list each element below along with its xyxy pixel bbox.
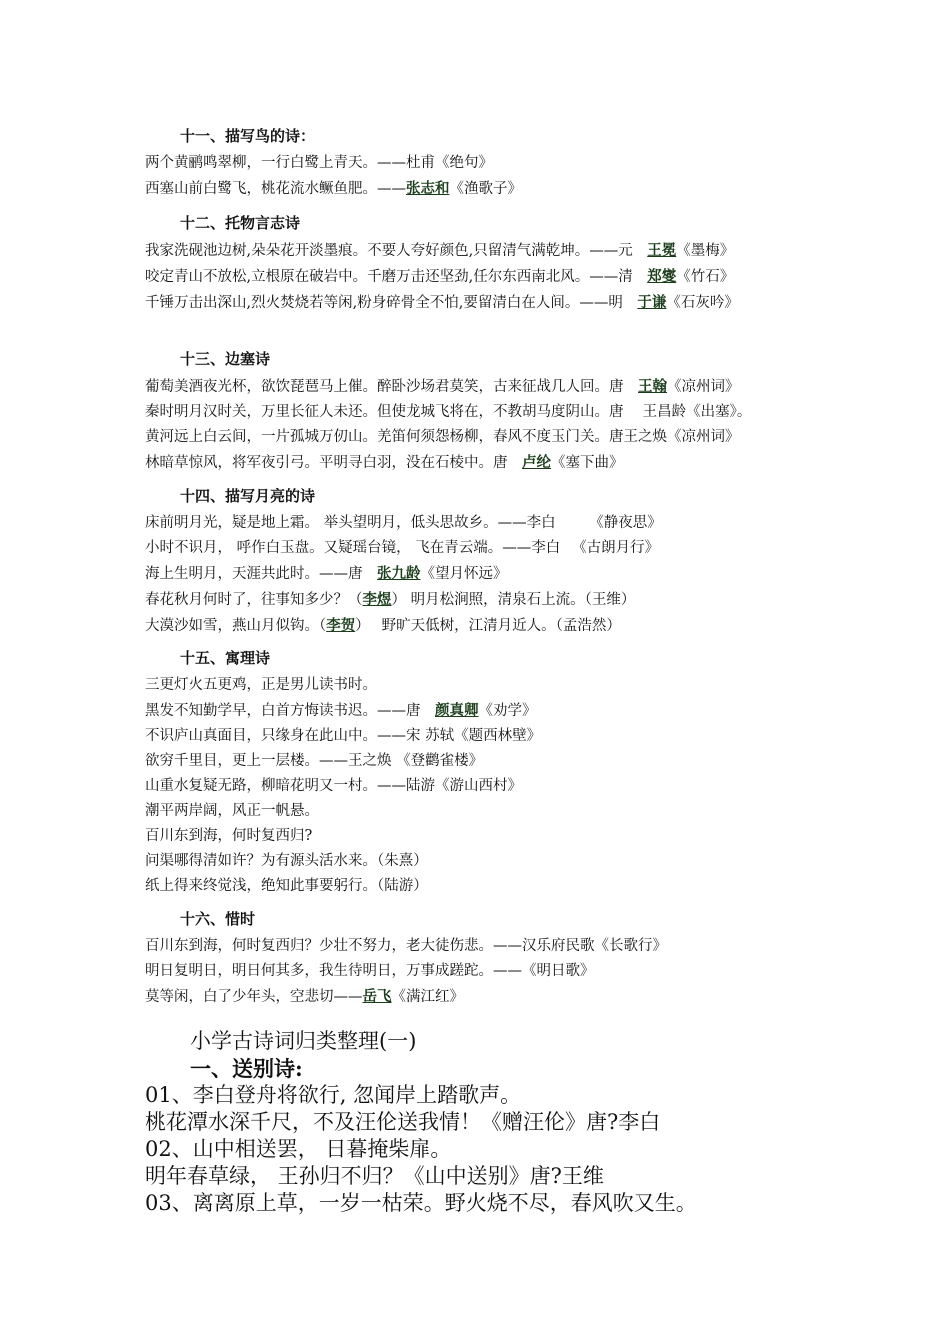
poem-text: 明日复明日，明日何其多，我生待明日，万事成蹉跎。——《明日歌》 [145, 963, 595, 979]
section-time [145, 908, 825, 1010]
poem-title: 《墨梅》 [676, 243, 735, 259]
section-heading: 十二、托物言志诗 [180, 214, 301, 232]
poem-line: 桃花潭水深千尺，不及汪伦送我情！《赠汪伦》唐?李白 [145, 1110, 661, 1134]
poem-line [145, 749, 825, 774]
poem-text: 千锤万击出深山,烈火焚烧若等闲,粉身碎骨全不怕,要留清白在人间。——明 [145, 295, 638, 311]
author-link[interactable]: 卢纶 [522, 454, 551, 471]
poem-title: ） 野旷天低树，江清月近人。（孟浩然） [355, 618, 621, 634]
poem-text: 秦时明月汉时关，万里长征人未还。但使龙城飞将在，不教胡马度阴山。唐 王昌龄《出塞》。 [145, 404, 752, 420]
poem-line [145, 238, 825, 264]
author-link[interactable]: 岳飞 [362, 988, 392, 1005]
section-heading: 十一、描写鸟的诗： [180, 127, 316, 145]
poem-line [145, 874, 825, 899]
poem-text: 纸上得来终觉浅，绝知此事要躬行。（陆游） [145, 878, 428, 894]
poem-text: 林暗草惊风，将军夜引弓。平明寻白羽，没在石棱中。唐 [145, 455, 522, 471]
poem-title: 《望月怀远》 [420, 566, 508, 582]
section-heading: 十三、边塞诗 [180, 350, 271, 368]
poem-text: 小时不识月， 呼作白玉盘。又疑瑶台镜， 飞在青云端。——李白 《古朗月行》 [145, 540, 660, 556]
poem-line [145, 290, 805, 316]
poem-text: 问渠哪得清如许？为有源头活水来。（朱熹） [145, 853, 428, 869]
poem-text: 床前明月光，疑是地上霜。 举头望明月，低头思故乡。——李白 《静夜思》 [145, 515, 662, 531]
poem-title: 《渔歌子》 [449, 181, 522, 197]
section-frontier [145, 348, 825, 476]
poem-text: 三更灯火五更鸡，正是男儿读书时。 [145, 677, 377, 693]
section-birds [145, 125, 825, 202]
poem-text: 春花秋月何时了，往事知多少？（ [145, 592, 363, 608]
author-link[interactable]: 颜真卿 [435, 702, 479, 719]
poem-text: 不识庐山真面目，只缘身在此山中。——宋 苏轼《题西林壁》 [145, 728, 542, 744]
poem-line [145, 587, 825, 613]
poem-title: 《满江红》 [391, 989, 464, 1005]
poem-title: 《塞下曲》 [551, 455, 624, 471]
section-moon [145, 485, 825, 639]
poem-text: 西塞山前白鹭飞，桃花流水鳜鱼肥。—— [145, 181, 406, 197]
author-link[interactable]: 李贺 [326, 617, 356, 634]
poem-line [145, 425, 825, 450]
poem-title: 《竹石》 [676, 269, 735, 285]
poem-line [145, 698, 825, 724]
section-heading: 十四、描写月亮的诗 [180, 487, 316, 505]
poem-line [145, 374, 825, 400]
poem-line [145, 724, 825, 749]
poem-text: 我家洗砚池边树,朵朵花开淡墨痕。不要人夸好颜色,只留清气满乾坤。——元 [145, 243, 648, 259]
section-heading: 十六、惜时 [180, 910, 256, 928]
poem-text: 黄河远上白云间，一片孤城万仞山。羌笛何须怨杨柳，春风不度玉门关。唐王之焕《凉州词》 [145, 429, 740, 445]
poem-line: 03、离离原上草，一岁一枯荣。野火烧不尽，春风吹又生。 [145, 1191, 697, 1215]
poem-line [145, 824, 825, 849]
poem-title: 《凉州词》 [667, 379, 740, 395]
poem-line: 02、山中相送罢， 日暮掩柴扉。 [145, 1137, 452, 1161]
author-link[interactable]: 张志和 [406, 180, 450, 197]
poem-text: 咬定青山不放松,立根原在破岩中。千磨万击还坚劲,任尔东西南北风。——清 [145, 269, 648, 285]
poem-line [145, 613, 825, 639]
author-link[interactable]: 王翰 [638, 378, 667, 395]
poem-line [145, 774, 825, 799]
poem-line [145, 264, 825, 290]
poem-text: 潮平两岸阔，风正一帆悬。 [145, 803, 319, 819]
poem-text: 海上生明月，天涯共此时。——唐 [145, 566, 377, 582]
document-title: 小学古诗词归类整理(一) [190, 1029, 417, 1053]
poem-line [145, 984, 825, 1010]
poem-line [145, 959, 825, 984]
part-two [145, 1028, 865, 1217]
poem-title: 《石灰吟》 [666, 295, 739, 311]
poem-text: 莫等闲，白了少年头，空悲切—— [145, 989, 363, 1005]
section-heading: 十五、寓理诗 [180, 649, 271, 667]
poem-text: 葡萄美酒夜光杯，欲饮琵琶马上催。醉卧沙场君莫笑，古来征战几人回。唐 [145, 379, 638, 395]
section-ambition [145, 212, 825, 316]
poem-line [145, 151, 825, 176]
poem-text: 大漠沙如雪，燕山月似钩。（ [145, 618, 327, 634]
poem-line [145, 511, 825, 536]
poem-text: 黑发不知勤学早，白首方悔读书迟。——唐 [145, 703, 435, 719]
poem-text: 百川东到海，何时复西归？少壮不努力，老大徒伤悲。——汉乐府民歌《长歌行》 [145, 938, 667, 954]
author-link[interactable]: 王冕 [647, 242, 677, 259]
poem-line [145, 849, 825, 874]
poem-line [145, 799, 825, 824]
poem-title: 《劝学》 [478, 703, 537, 719]
poem-line [145, 561, 825, 587]
author-link[interactable]: 于谦 [637, 294, 667, 311]
poem-text: 百川东到海，何时复西归? [145, 828, 313, 844]
poem-line [145, 934, 825, 959]
author-link[interactable]: 李煜 [362, 591, 392, 608]
subsection-heading: 一、送别诗: [190, 1056, 303, 1081]
section-philosophy [145, 647, 825, 899]
author-link[interactable]: 郑燮 [647, 268, 677, 285]
poem-text: 欲穷千里目，更上一层楼。——王之焕 《登鹳雀楼》 [145, 753, 484, 769]
poem-line [145, 536, 825, 561]
poem-line: 01、李白登舟将欲行, 忽闻岸上踏歌声。 [145, 1083, 522, 1107]
poem-text: 两个黄鹂鸣翠柳，一行白鹭上青天。——杜甫《绝句》 [145, 155, 493, 171]
poem-title: ） 明月松涧照，清泉石上流。（王维） [391, 592, 636, 608]
poem-line [145, 176, 825, 202]
poem-line [145, 673, 825, 698]
poem-line [145, 400, 825, 425]
poem-text: 山重水复疑无路，柳暗花明又一村。——陆游《游山西村》 [145, 778, 522, 794]
author-link[interactable]: 张九龄 [377, 565, 421, 582]
poem-line [145, 450, 825, 476]
poem-line: 明年春草绿， 王孙归不归？《山中送别》唐?王维 [145, 1164, 604, 1188]
